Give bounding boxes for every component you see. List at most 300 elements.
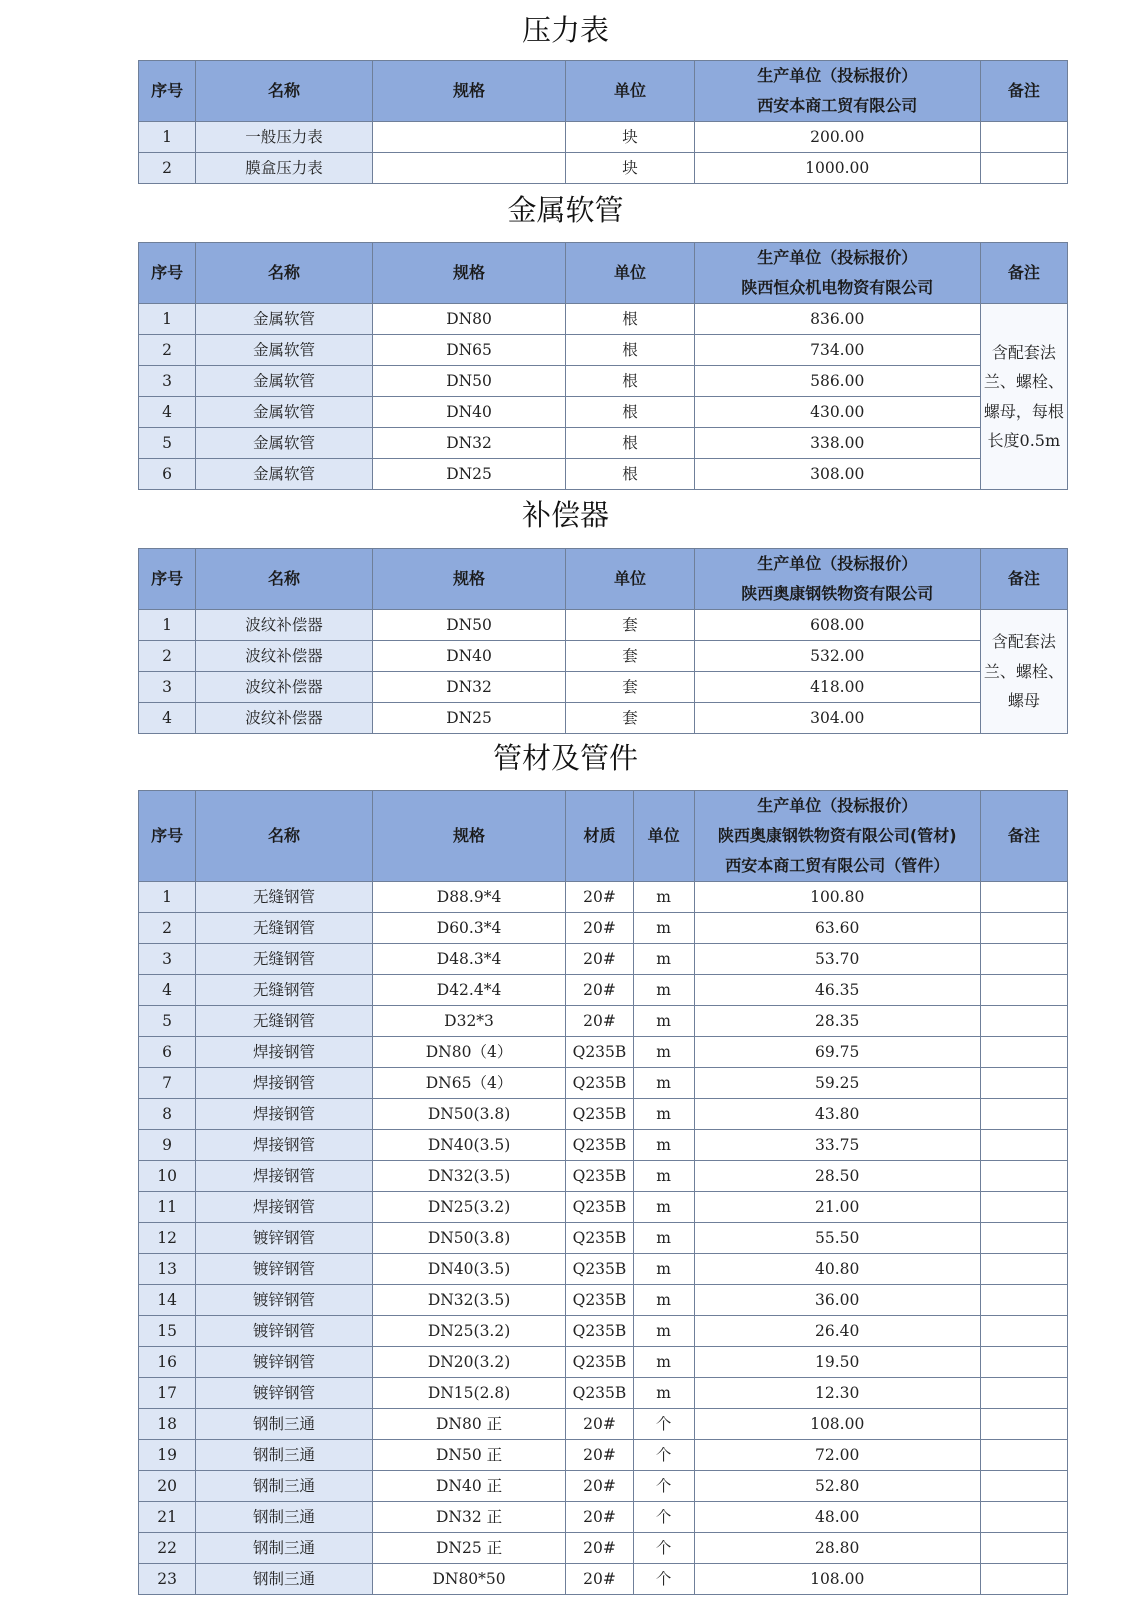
cell-price: 108.00 xyxy=(694,1409,980,1440)
header-name: 名称 xyxy=(196,243,373,304)
cell-unit: m xyxy=(633,1378,694,1409)
cell-seq: 23 xyxy=(139,1564,196,1595)
cell-note xyxy=(980,1378,1067,1409)
header-price xyxy=(694,549,980,610)
cell-spec: DN65（4） xyxy=(372,1068,566,1099)
cell-spec: DN25(3.2) xyxy=(372,1316,566,1347)
cell-unit: m xyxy=(633,1192,694,1223)
cell-material: Q235B xyxy=(566,1192,633,1223)
header-price-line2: 西安本商工贸有限公司 xyxy=(757,96,918,115)
cell-name: 无缝钢管 xyxy=(196,944,373,975)
cell-spec: D88.9*4 xyxy=(372,882,566,913)
header-seq: 序号 xyxy=(139,61,196,122)
cell-price: 338.00 xyxy=(694,428,980,459)
cell-unit: m xyxy=(633,1099,694,1130)
cell-price: 21.00 xyxy=(694,1192,980,1223)
cell-material: 20# xyxy=(566,1533,633,1564)
cell-material: 20# xyxy=(566,1564,633,1595)
cell-unit: m xyxy=(633,1037,694,1068)
header-unit: 单位 xyxy=(566,61,694,122)
cell-name: 镀锌钢管 xyxy=(196,1347,373,1378)
table-row xyxy=(139,975,1068,1006)
table-row xyxy=(139,672,1068,703)
cell-note-merged: 含配套法兰、螺栓、螺母 xyxy=(980,610,1067,734)
cell-unit: 根 xyxy=(566,335,694,366)
cell-material: Q235B xyxy=(566,1223,633,1254)
table-row xyxy=(139,428,1068,459)
cell-price: 200.00 xyxy=(694,122,980,153)
cell-note xyxy=(980,1285,1067,1316)
cell-price: 55.50 xyxy=(694,1223,980,1254)
cell-price: 836.00 xyxy=(694,304,980,335)
table-row xyxy=(139,1533,1068,1564)
cell-seq: 11 xyxy=(139,1192,196,1223)
header-spec: 规格 xyxy=(372,61,566,122)
cell-material: 20# xyxy=(566,944,633,975)
header-unit: 单位 xyxy=(566,243,694,304)
cell-price: 12.30 xyxy=(694,1378,980,1409)
cell-spec: DN25 正 xyxy=(372,1533,566,1564)
cell-seq: 20 xyxy=(139,1471,196,1502)
cell-name: 镀锌钢管 xyxy=(196,1285,373,1316)
cell-unit: 块 xyxy=(566,153,694,184)
cell-seq: 4 xyxy=(139,397,196,428)
cell-name: 焊接钢管 xyxy=(196,1037,373,1068)
cell-seq: 3 xyxy=(139,672,196,703)
table-row xyxy=(139,366,1068,397)
cell-note xyxy=(980,1564,1067,1595)
table-row xyxy=(139,1068,1068,1099)
cell-spec: DN50(3.8) xyxy=(372,1099,566,1130)
cell-material: 20# xyxy=(566,975,633,1006)
cell-price: 53.70 xyxy=(694,944,980,975)
cell-seq: 1 xyxy=(139,304,196,335)
cell-seq: 5 xyxy=(139,428,196,459)
cell-spec: DN25(3.2) xyxy=(372,1192,566,1223)
cell-material: Q235B xyxy=(566,1378,633,1409)
cell-note xyxy=(980,1316,1067,1347)
cell-name: 金属软管 xyxy=(196,366,373,397)
cell-spec: DN40 xyxy=(372,397,566,428)
cell-name: 钢制三通 xyxy=(196,1533,373,1564)
header-spec: 规格 xyxy=(372,243,566,304)
cell-note xyxy=(980,1347,1067,1378)
cell-spec: DN25 xyxy=(372,703,566,734)
cell-name: 镀锌钢管 xyxy=(196,1378,373,1409)
cell-price: 608.00 xyxy=(694,610,980,641)
header-price-line2: 陕西恒众机电物资有限公司 xyxy=(741,278,934,297)
table-row xyxy=(139,1037,1068,1068)
cell-spec: DN40(3.5) xyxy=(372,1254,566,1285)
cell-material: Q235B xyxy=(566,1130,633,1161)
cell-material: Q235B xyxy=(566,1037,633,1068)
cell-price: 19.50 xyxy=(694,1347,980,1378)
cell-seq: 2 xyxy=(139,153,196,184)
cell-unit: 块 xyxy=(566,122,694,153)
table-row xyxy=(139,1006,1068,1037)
header-unit: 单位 xyxy=(633,791,694,882)
cell-unit: 套 xyxy=(566,610,694,641)
cell-material: 20# xyxy=(566,1006,633,1037)
pipes-table-body xyxy=(139,882,1068,1595)
cell-name: 镀锌钢管 xyxy=(196,1223,373,1254)
cell-unit: 根 xyxy=(566,366,694,397)
cell-unit: m xyxy=(633,944,694,975)
header-seq: 序号 xyxy=(139,791,196,882)
cell-name: 焊接钢管 xyxy=(196,1130,373,1161)
cell-price: 308.00 xyxy=(694,459,980,490)
cell-material: Q235B xyxy=(566,1161,633,1192)
cell-spec: DN15(2.8) xyxy=(372,1378,566,1409)
cell-material: 20# xyxy=(566,1440,633,1471)
cell-spec xyxy=(372,122,566,153)
table-row xyxy=(139,944,1068,975)
cell-price: 69.75 xyxy=(694,1037,980,1068)
cell-material: Q235B xyxy=(566,1316,633,1347)
table-row xyxy=(139,1564,1068,1595)
cell-material: 20# xyxy=(566,882,633,913)
cell-unit: m xyxy=(633,1254,694,1285)
cell-name: 钢制三通 xyxy=(196,1440,373,1471)
cell-price: 1000.00 xyxy=(694,153,980,184)
cell-seq: 12 xyxy=(139,1223,196,1254)
cell-unit: m xyxy=(633,1161,694,1192)
cell-spec: DN50 xyxy=(372,610,566,641)
table-row xyxy=(139,703,1068,734)
cell-spec: D60.3*4 xyxy=(372,913,566,944)
header-price-line1: 生产单位（投标报价） xyxy=(757,796,918,815)
table-row xyxy=(139,1223,1068,1254)
header-note: 备注 xyxy=(980,791,1067,882)
cell-spec: DN80*50 xyxy=(372,1564,566,1595)
cell-spec: DN25 xyxy=(372,459,566,490)
cell-spec xyxy=(372,153,566,184)
table-row xyxy=(139,882,1068,913)
table-row xyxy=(139,913,1068,944)
cell-price: 52.80 xyxy=(694,1471,980,1502)
cell-price: 36.00 xyxy=(694,1285,980,1316)
cell-seq: 13 xyxy=(139,1254,196,1285)
cell-note xyxy=(980,1471,1067,1502)
table-row xyxy=(139,1161,1068,1192)
header-price-line2: 陕西奥康钢铁物资有限公司(管材) xyxy=(717,826,957,845)
cell-name: 钢制三通 xyxy=(196,1471,373,1502)
header-price xyxy=(694,61,980,122)
cell-spec: DN32(3.5) xyxy=(372,1161,566,1192)
cell-unit: 套 xyxy=(566,672,694,703)
cell-note xyxy=(980,944,1067,975)
cell-note xyxy=(980,1161,1067,1192)
cell-note xyxy=(980,1223,1067,1254)
cell-name: 波纹补偿器 xyxy=(196,672,373,703)
cell-unit: m xyxy=(633,1130,694,1161)
cell-name: 金属软管 xyxy=(196,335,373,366)
cell-name: 焊接钢管 xyxy=(196,1192,373,1223)
section-title-pressure-gauge: 压力表 xyxy=(521,13,609,47)
cell-unit: 个 xyxy=(633,1471,694,1502)
cell-name: 钢制三通 xyxy=(196,1564,373,1595)
table-row xyxy=(139,1378,1068,1409)
cell-seq: 3 xyxy=(139,366,196,397)
cell-note xyxy=(980,1099,1067,1130)
header-seq: 序号 xyxy=(139,243,196,304)
cell-seq: 19 xyxy=(139,1440,196,1471)
header-note: 备注 xyxy=(980,61,1067,122)
cell-seq: 2 xyxy=(139,913,196,944)
cell-price: 304.00 xyxy=(694,703,980,734)
table-row xyxy=(139,1285,1068,1316)
cell-price: 26.40 xyxy=(694,1316,980,1347)
header-name: 名称 xyxy=(196,549,373,610)
cell-price: 586.00 xyxy=(694,366,980,397)
section-title-pipes-and-fittings: 管材及管件 xyxy=(492,741,638,775)
table-row xyxy=(139,1192,1068,1223)
cell-unit: 个 xyxy=(633,1533,694,1564)
cell-spec: DN80 xyxy=(372,304,566,335)
cell-material: 20# xyxy=(566,1502,633,1533)
cell-unit: m xyxy=(633,1316,694,1347)
cell-seq: 18 xyxy=(139,1409,196,1440)
cell-seq: 10 xyxy=(139,1161,196,1192)
cell-note xyxy=(980,913,1067,944)
cell-seq: 5 xyxy=(139,1006,196,1037)
cell-name: 膜盒压力表 xyxy=(196,153,373,184)
cell-name: 无缝钢管 xyxy=(196,1006,373,1037)
cell-name: 波纹补偿器 xyxy=(196,703,373,734)
cell-spec: DN40 xyxy=(372,641,566,672)
cell-material: Q235B xyxy=(566,1254,633,1285)
header-price-line1: 生产单位（投标报价） xyxy=(757,248,918,267)
cell-name: 镀锌钢管 xyxy=(196,1254,373,1285)
table-row xyxy=(139,1502,1068,1533)
cell-unit: 根 xyxy=(566,397,694,428)
cell-unit: 根 xyxy=(566,459,694,490)
header-seq: 序号 xyxy=(139,549,196,610)
cell-seq: 15 xyxy=(139,1316,196,1347)
cell-name: 镀锌钢管 xyxy=(196,1316,373,1347)
cell-note xyxy=(980,1037,1067,1068)
cell-price: 28.50 xyxy=(694,1161,980,1192)
cell-unit: 根 xyxy=(566,304,694,335)
cell-spec: DN32 xyxy=(372,672,566,703)
cell-name: 金属软管 xyxy=(196,397,373,428)
cell-price: 418.00 xyxy=(694,672,980,703)
table-row xyxy=(139,1316,1068,1347)
cell-spec: DN32(3.5) xyxy=(372,1285,566,1316)
cell-price: 46.35 xyxy=(694,975,980,1006)
cell-unit: m xyxy=(633,1006,694,1037)
cell-unit: 根 xyxy=(566,428,694,459)
cell-price: 40.80 xyxy=(694,1254,980,1285)
cell-seq: 21 xyxy=(139,1502,196,1533)
cell-note xyxy=(980,122,1067,153)
header-unit: 单位 xyxy=(566,549,694,610)
cell-material: 20# xyxy=(566,913,633,944)
cell-seq: 2 xyxy=(139,641,196,672)
cell-seq: 16 xyxy=(139,1347,196,1378)
cell-spec: DN32 正 xyxy=(372,1502,566,1533)
cell-unit: 套 xyxy=(566,703,694,734)
cell-note xyxy=(980,1068,1067,1099)
cell-material: Q235B xyxy=(566,1099,633,1130)
cell-spec: D32*3 xyxy=(372,1006,566,1037)
cell-unit: 个 xyxy=(633,1502,694,1533)
header-material: 材质 xyxy=(566,791,633,882)
cell-unit: m xyxy=(633,882,694,913)
cell-name: 金属软管 xyxy=(196,428,373,459)
header-note: 备注 xyxy=(980,549,1067,610)
cell-price: 63.60 xyxy=(694,913,980,944)
cell-unit: m xyxy=(633,913,694,944)
cell-note xyxy=(980,1533,1067,1564)
cell-name: 钢制三通 xyxy=(196,1502,373,1533)
cell-seq: 4 xyxy=(139,703,196,734)
cell-name: 波纹补偿器 xyxy=(196,610,373,641)
cell-material: 20# xyxy=(566,1409,633,1440)
cell-name: 无缝钢管 xyxy=(196,882,373,913)
cell-price: 28.35 xyxy=(694,1006,980,1037)
section-title-compensator: 补偿器 xyxy=(521,498,609,532)
table-row xyxy=(139,1099,1068,1130)
cell-note xyxy=(980,1130,1067,1161)
cell-unit: m xyxy=(633,1068,694,1099)
table-row xyxy=(139,610,1068,641)
table-row xyxy=(139,1409,1068,1440)
compensator-table xyxy=(138,548,1068,734)
cell-seq: 1 xyxy=(139,610,196,641)
cell-seq: 8 xyxy=(139,1099,196,1130)
section-title-metal-hose: 金属软管 xyxy=(507,193,624,227)
cell-note xyxy=(980,1006,1067,1037)
cell-unit: m xyxy=(633,1285,694,1316)
header-price-line2: 陕西奥康钢铁物资有限公司 xyxy=(741,584,934,603)
cell-spec: DN80（4） xyxy=(372,1037,566,1068)
cell-price: 100.80 xyxy=(694,882,980,913)
header-name: 名称 xyxy=(196,791,373,882)
cell-unit: 个 xyxy=(633,1564,694,1595)
cell-note xyxy=(980,1192,1067,1223)
cell-spec: DN32 xyxy=(372,428,566,459)
header-spec: 规格 xyxy=(372,549,566,610)
cell-seq: 1 xyxy=(139,882,196,913)
cell-note xyxy=(980,975,1067,1006)
cell-price: 72.00 xyxy=(694,1440,980,1471)
cell-name: 焊接钢管 xyxy=(196,1161,373,1192)
cell-seq: 6 xyxy=(139,1037,196,1068)
table-row xyxy=(139,1347,1068,1378)
cell-seq: 2 xyxy=(139,335,196,366)
cell-price: 43.80 xyxy=(694,1099,980,1130)
cell-name: 焊接钢管 xyxy=(196,1099,373,1130)
cell-spec: DN40 正 xyxy=(372,1471,566,1502)
cell-seq: 6 xyxy=(139,459,196,490)
cell-note xyxy=(980,882,1067,913)
cell-seq: 22 xyxy=(139,1533,196,1564)
cell-seq: 14 xyxy=(139,1285,196,1316)
cell-price: 48.00 xyxy=(694,1502,980,1533)
cell-price: 33.75 xyxy=(694,1130,980,1161)
cell-note-merged: 含配套法兰、螺栓、螺母，每根长度0.5m xyxy=(980,304,1067,490)
cell-material: Q235B xyxy=(566,1285,633,1316)
header-price xyxy=(694,243,980,304)
header-price-line3: 西安本商工贸有限公司（管件） xyxy=(725,856,950,875)
cell-name: 无缝钢管 xyxy=(196,975,373,1006)
header-price-line1: 生产单位（投标报价） xyxy=(757,66,918,85)
header-price-line1: 生产单位（投标报价） xyxy=(757,554,918,573)
cell-spec: DN50(3.8) xyxy=(372,1223,566,1254)
cell-material: Q235B xyxy=(566,1068,633,1099)
cell-unit: m xyxy=(633,1347,694,1378)
table-row xyxy=(139,1471,1068,1502)
cell-spec: D42.4*4 xyxy=(372,975,566,1006)
cell-spec: DN20(3.2) xyxy=(372,1347,566,1378)
cell-note xyxy=(980,153,1067,184)
cell-spec: DN50 xyxy=(372,366,566,397)
cell-seq: 4 xyxy=(139,975,196,1006)
cell-price: 532.00 xyxy=(694,641,980,672)
cell-unit: 个 xyxy=(633,1440,694,1471)
cell-note xyxy=(980,1409,1067,1440)
cell-spec: DN50 正 xyxy=(372,1440,566,1471)
cell-seq: 17 xyxy=(139,1378,196,1409)
cell-price: 28.80 xyxy=(694,1533,980,1564)
cell-name: 金属软管 xyxy=(196,304,373,335)
cell-note xyxy=(980,1502,1067,1533)
header-note: 备注 xyxy=(980,243,1067,304)
table-row xyxy=(139,335,1068,366)
cell-note xyxy=(980,1254,1067,1285)
pipes-table xyxy=(138,790,1068,1595)
header-spec: 规格 xyxy=(372,791,566,882)
cell-spec: D48.3*4 xyxy=(372,944,566,975)
cell-name: 一般压力表 xyxy=(196,122,373,153)
cell-spec: DN40(3.5) xyxy=(372,1130,566,1161)
table-row xyxy=(139,459,1068,490)
cell-spec: DN80 正 xyxy=(372,1409,566,1440)
cell-unit: m xyxy=(633,975,694,1006)
table-row xyxy=(139,641,1068,672)
cell-material: 20# xyxy=(566,1471,633,1502)
cell-spec: DN65 xyxy=(372,335,566,366)
table-row xyxy=(139,1130,1068,1161)
cell-price: 59.25 xyxy=(694,1068,980,1099)
cell-material: Q235B xyxy=(566,1347,633,1378)
cell-name: 无缝钢管 xyxy=(196,913,373,944)
cell-seq: 9 xyxy=(139,1130,196,1161)
cell-name: 钢制三通 xyxy=(196,1409,373,1440)
pressure-gauge-table xyxy=(138,60,1068,184)
cell-note xyxy=(980,1440,1067,1471)
cell-name: 焊接钢管 xyxy=(196,1068,373,1099)
table-row xyxy=(139,153,1068,184)
cell-seq: 1 xyxy=(139,122,196,153)
table-row xyxy=(139,397,1068,428)
cell-seq: 7 xyxy=(139,1068,196,1099)
table-row xyxy=(139,1440,1068,1471)
header-price xyxy=(694,791,980,882)
table-row xyxy=(139,122,1068,153)
cell-price: 430.00 xyxy=(694,397,980,428)
metal-hose-table xyxy=(138,242,1068,490)
table-row xyxy=(139,304,1068,335)
cell-price: 108.00 xyxy=(694,1564,980,1595)
cell-unit: 套 xyxy=(566,641,694,672)
cell-seq: 3 xyxy=(139,944,196,975)
cell-name: 波纹补偿器 xyxy=(196,641,373,672)
cell-unit: 个 xyxy=(633,1409,694,1440)
cell-unit: m xyxy=(633,1223,694,1254)
cell-price: 734.00 xyxy=(694,335,980,366)
